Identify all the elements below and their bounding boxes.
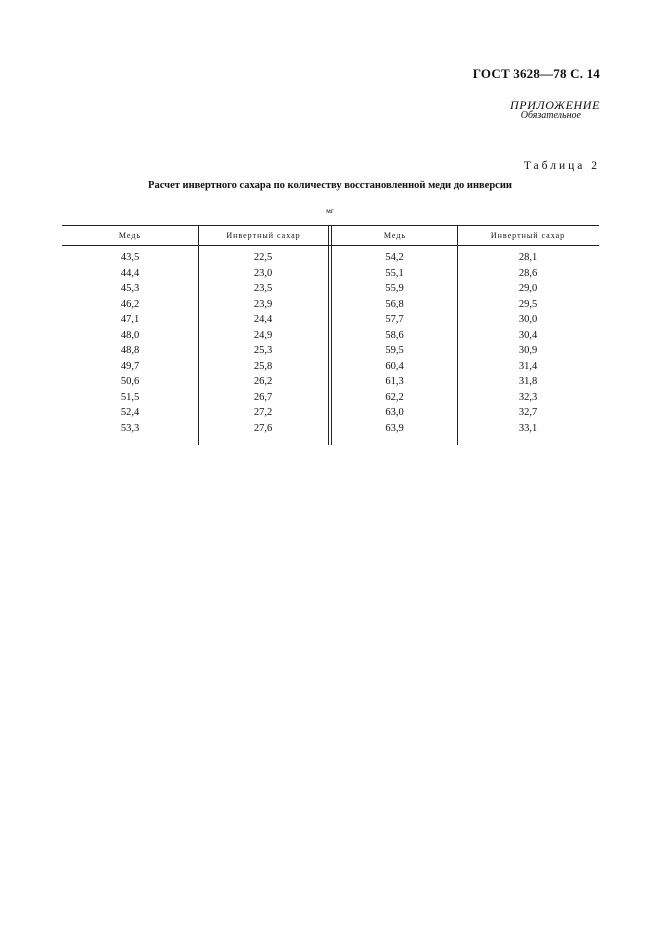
table-cell: 44,4 xyxy=(120,267,140,279)
table-cell: 23,0 xyxy=(253,267,273,279)
table-cell: 28,6 xyxy=(518,267,538,279)
table-cell: 26,7 xyxy=(253,391,273,403)
table-cell: 60,4 xyxy=(385,360,404,372)
table-cell: 55,9 xyxy=(385,283,404,294)
table-unit: мг xyxy=(326,206,334,215)
table-cell: 30,0 xyxy=(518,314,538,325)
table-cell: 26,2 xyxy=(253,376,273,387)
table-cell: 62,2 xyxy=(385,391,404,403)
column-header-sugar-1: Инвертный сахар xyxy=(226,231,301,240)
table-cell: 56,8 xyxy=(385,298,404,310)
column-copper-2 xyxy=(332,250,457,436)
table-cell: 31,8 xyxy=(518,376,538,387)
table-cell: 29,0 xyxy=(518,283,538,294)
table-cell: 29,5 xyxy=(518,298,538,310)
table-cell: 23,9 xyxy=(253,298,273,310)
column-header-copper-2: Медь xyxy=(383,231,407,240)
appendix-label: ПРИЛОЖЕНИЕ xyxy=(510,98,600,112)
table-cell: 53,3 xyxy=(120,422,140,434)
column-sugar-1 xyxy=(198,250,328,436)
table-cell: 24,4 xyxy=(253,314,273,325)
table-cell: 58,6 xyxy=(385,329,404,341)
table-cell: 22,5 xyxy=(253,252,273,263)
table-cell: 46,2 xyxy=(120,298,140,310)
table-cell: 51,5 xyxy=(120,391,140,403)
table-cell: 28,1 xyxy=(518,252,538,263)
table-cell: 57,7 xyxy=(385,314,404,325)
table-cell: 33,1 xyxy=(518,422,538,434)
table-title: Расчет инвертного сахара по количеству восстановленной меди до инверсии xyxy=(148,180,512,191)
column-sugar-2 xyxy=(457,250,599,436)
document-code: ГОСТ 3628—78 С. 14 xyxy=(472,66,600,81)
table-cell: 45,3 xyxy=(120,283,140,294)
column-copper-1 xyxy=(62,250,198,436)
table-cell: 43,5 xyxy=(120,252,140,263)
table-cell: 27,6 xyxy=(253,422,273,434)
column-divider-double-left xyxy=(328,226,329,445)
table-cell: 32,3 xyxy=(518,391,538,403)
table-cell: 49,7 xyxy=(120,360,140,372)
table-cell: 55,1 xyxy=(385,267,404,279)
table-cell: 52,4 xyxy=(120,407,140,418)
table-cell: 30,4 xyxy=(518,329,538,341)
table-cell: 32,7 xyxy=(518,407,538,418)
appendix-subtitle: Обязательное xyxy=(520,110,581,121)
table-cell: 50,6 xyxy=(120,376,140,387)
data-table xyxy=(62,225,599,445)
table-cell: 63,9 xyxy=(385,422,404,434)
table-cell: 27,2 xyxy=(253,407,273,418)
table-cell: 48,0 xyxy=(120,329,140,341)
column-header-copper-1: Медь xyxy=(118,231,142,240)
table-cell: 24,9 xyxy=(253,329,273,341)
table-cell: 54,2 xyxy=(385,252,404,263)
table-cell: 61,3 xyxy=(385,376,404,387)
table-cell: 25,8 xyxy=(253,360,273,372)
table-cell: 48,8 xyxy=(120,345,140,356)
table-cell: 30,9 xyxy=(518,345,538,356)
table-cell: 59,5 xyxy=(385,345,404,356)
table-cell: 63,0 xyxy=(385,407,404,418)
table-label: Таблица 2 xyxy=(523,160,600,172)
table-cell: 23,5 xyxy=(253,283,273,294)
column-header-sugar-2: Инвертный сахар xyxy=(490,231,566,240)
table-cell: 47,1 xyxy=(120,314,140,325)
table-cell: 31,4 xyxy=(518,360,538,372)
table-cell: 25,3 xyxy=(253,345,273,356)
